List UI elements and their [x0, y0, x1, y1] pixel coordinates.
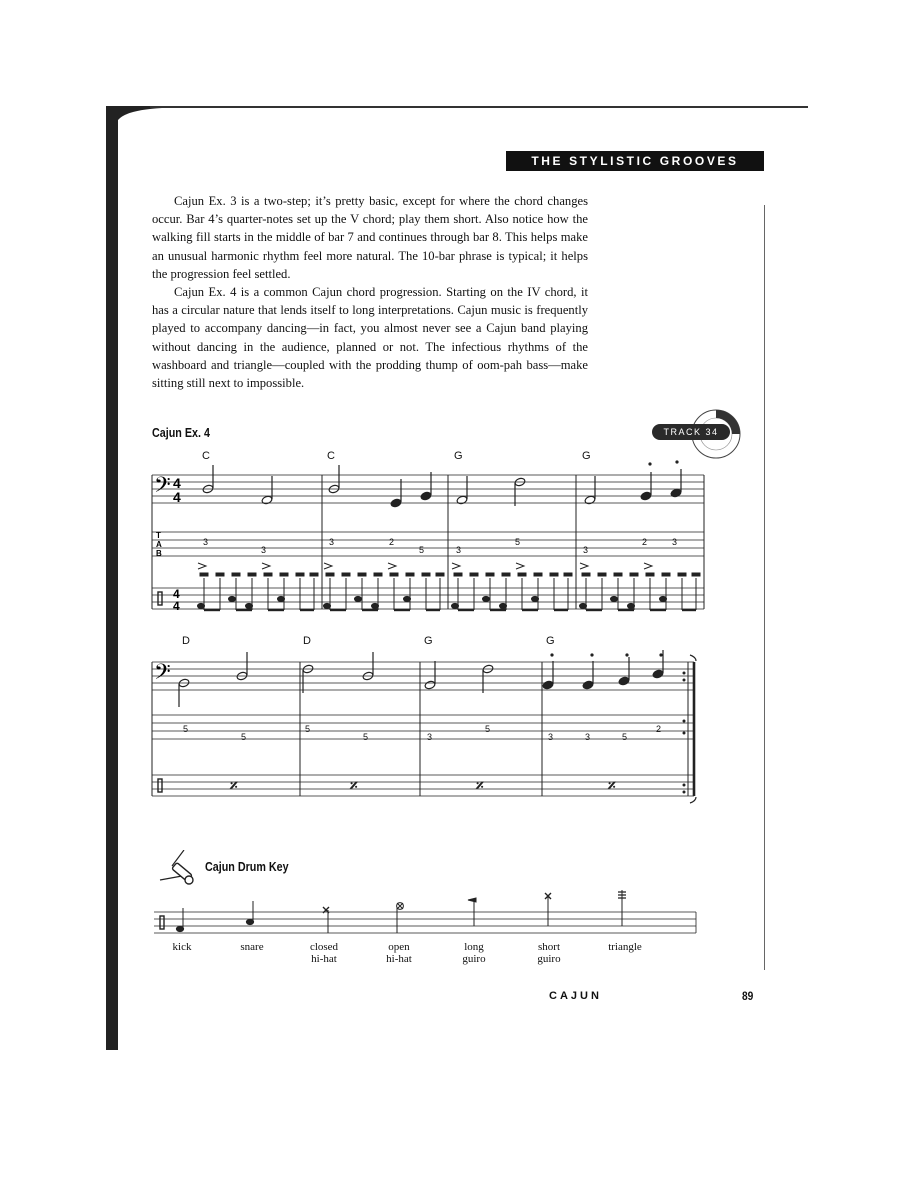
tab-number: 3 [548, 732, 554, 742]
notation-system-2 [150, 645, 710, 805]
svg-text:4: 4 [173, 587, 180, 601]
svg-text:4: 4 [173, 475, 181, 491]
body-text [152, 192, 588, 392]
chord-symbol: G [582, 450, 591, 462]
tab-number: 2 [656, 724, 662, 734]
svg-text:4: 4 [173, 489, 181, 505]
repeat-measure-icon [229, 778, 617, 795]
tab-number: 5 [485, 724, 491, 734]
chord-symbol: G [454, 450, 463, 462]
drumstick-icon [158, 850, 202, 886]
chord-symbol: C [202, 450, 210, 462]
tab-number: 3 [203, 537, 209, 547]
drum-key-label: short guiro [537, 941, 561, 965]
chord-symbol: G [424, 635, 433, 647]
tab-number: 3 [456, 545, 462, 555]
svg-text:𝄎: 𝄎 [608, 778, 616, 795]
tab-number: 3 [585, 732, 591, 742]
chord-symbol: D [303, 635, 311, 647]
top-rule [150, 106, 808, 108]
tab-staff [152, 532, 704, 556]
tab-number: 3 [427, 732, 433, 742]
drum-key-label: snare [240, 941, 264, 953]
paragraph-2: Cajun Ex. 4 is a common Cajun chord progression. Starting on the IV chord, it has a circular nature that lends itself to long interpretations. Cajun music is frequently played to accompany dancing—in fact, you almost never see a Cajun band playing without dancing in the audience, planned or not. The infectious rhythms of the washboard and triangle—coupled with the prodding thump of oom-pah bass—make sitting still next to impossible. [152, 285, 588, 391]
tab-number: 5 [183, 724, 189, 734]
svg-text:B: B [156, 549, 162, 558]
example-title: Cajun Ex. 4 [152, 426, 210, 440]
tab-number: 3 [329, 537, 335, 547]
svg-text:4: 4 [173, 599, 180, 613]
tab-number: 3 [672, 537, 678, 547]
svg-text:A: A [156, 540, 162, 549]
svg-text:𝄎: 𝄎 [476, 778, 484, 795]
tab-number: 5 [622, 732, 628, 742]
svg-text:𝄎: 𝄎 [230, 778, 238, 795]
tab-number: 5 [419, 545, 425, 555]
tab-number: 3 [261, 545, 267, 555]
tab-number: 3 [583, 545, 589, 555]
footer-section-title: CAJUN [549, 990, 602, 1002]
bass-notes [178, 650, 664, 707]
bass-clef-icon: 𝄢 [154, 659, 171, 689]
bass-clef-icon: 𝄢 [154, 472, 171, 502]
tab-number: 2 [389, 537, 395, 547]
notation-system-1 [150, 460, 710, 620]
section-banner: THE STYLISTIC GROOVES [506, 151, 764, 171]
spine-corner-flourish [106, 106, 162, 120]
svg-text:T: T [156, 531, 161, 540]
drum-key-title: Cajun Drum Key [205, 860, 289, 874]
drum-key-label: closed hi-hat [309, 941, 339, 965]
tab-number: 2 [642, 537, 648, 547]
page-number: 89 [742, 989, 754, 1003]
percussion-rhythm [198, 563, 701, 610]
chord-symbol: D [182, 635, 190, 647]
tab-number: 5 [241, 732, 247, 742]
right-margin-rule [764, 205, 765, 970]
tab-number: 5 [305, 724, 311, 734]
chord-symbol: G [546, 635, 555, 647]
tab-number: 5 [515, 537, 521, 547]
drum-key-label: kick [172, 941, 192, 953]
paragraph-1: Cajun Ex. 3 is a two-step; it’s pretty basic, except for where the chord changes occur. Bar 4’s quarter-notes set up the V chord; play them short. Also notice how the walking fill starts in the middle of bar 7 and continues through bar 8. This helps make an unusual harmonic rhythm feel more natural. The 10-bar phrase is typical; it helps the progression feel settled. [152, 194, 588, 281]
track-badge: TRACK 34 [652, 424, 730, 440]
svg-text:𝄎: 𝄎 [350, 778, 358, 795]
page-spine-bar [106, 106, 118, 1050]
drum-key-label: open hi-hat [386, 941, 412, 965]
tab-number: 5 [363, 732, 369, 742]
drum-key-label: triangle [608, 941, 642, 953]
drum-key-label: long guiro [462, 941, 486, 965]
bass-notes [202, 465, 682, 508]
chord-symbol: C [327, 450, 335, 462]
